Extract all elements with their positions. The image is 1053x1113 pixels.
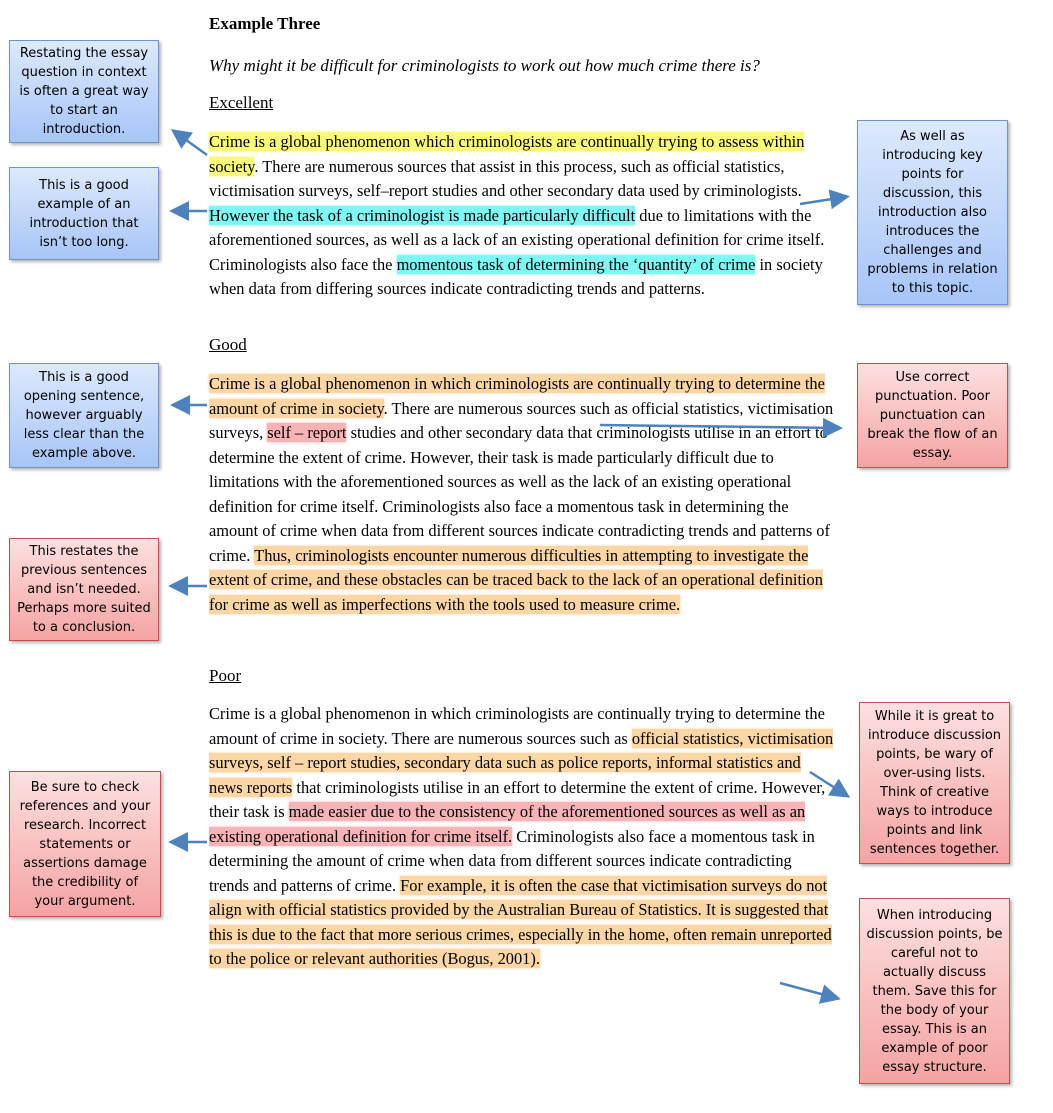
arrow-icon [810,772,846,795]
text-segment: Criminologists also face a momentous task in determining the amount of crime when data from different sources indicate contradicting trends and patterns of crime. [209,826,815,895]
text-segment: studies and other secondary data that criminologists utilise in an effort to determine the extent of crime. However, their task is made particularly difficult due to limitations with the aforementioned sources as well as the lack of an existing operational definition for crime itself. Criminologists also face a momentous task in determining the amount of crime when data from different sources indicate contradicting trends and patterns of crime. [209,423,830,565]
arrow-icon [800,197,845,204]
highlighted-text-red: made easier due to the consistency of the aforementioned sources as well as an existing operational definition for crime itself. [209,802,806,846]
note-lists: While it is great to introduce discussion points, be wary of over-using lists. Think of creative ways to introduce points and link sentences together. [859,702,1010,864]
highlighted-text-cyan: However the task of a criminologist is made particularly difficult [209,205,636,225]
arrow-icon [600,425,838,428]
highlighted-text-orange: For example, it is often the case that victimisation surveys do not align with official statistics provided by the Australian Bureau of Statistics. It is suggested that this is due to the fact that more serious crimes, especially in the home, often remain unreported to the police or relevant authorities (Bogus, 2001). [209,875,832,968]
text-segment: in society when data from differing sources indicate contradicting trends and patterns. [209,254,823,298]
highlighted-text-red: self – report [267,423,347,442]
note-opening-sentence: This is a good opening sentence, however arguably less clear than the example above. [9,363,159,468]
arrow-icon [175,132,207,155]
page-title: Example Three [209,14,321,33]
text-segment: that criminologists utilise in an effort to determine the extent of crime. However, their task is [209,777,826,821]
text-segment: due to limitations with the aforementioned sources, as well as a lack of an existing operational definition for crime itself. Criminologists also face the [209,205,825,274]
note-restates: This restates the previous sentences and isn’t needed. Perhaps more suited to a conclusion. [9,538,159,641]
text-segment: . There are numerous sources that assist in this process, such as official statistics, victimisation surveys, self–report studies and other secondary data used by criminologists. [209,156,802,200]
text-segment: . There are numerous sources such as official statistics, victimisation surveys, [209,398,834,442]
essay-question: Why might it be difficult for criminologists to work out how much crime there is? [209,56,760,75]
label-good: Good [209,335,247,354]
note-dont-discuss: When introducing discussion points, be careful not to actually discuss them. Save this for the body of your essay. This is an example of poor essay structure. [859,898,1010,1084]
note-key-points: As well as introducing key points for discussion, this introduction also introduces the challenges and problems in relation to this topic. [857,120,1008,305]
note-check-references: Be sure to check references and your research. Incorrect statements or assertions damage the credibility of your argument. [9,771,161,917]
note-restating-question: Restating the essay question in context is often a great way to start an introduction. [9,40,159,143]
text-segment: Crime is a global phenomenon in which criminologists are continually trying to determine the amount of crime in society. There are numerous sources such as [209,704,825,748]
highlighted-text-orange: official statistics, victimisation surveys, self – report studies, secondary data such as police reports, informal statistics and news reports [209,728,834,797]
highlighted-text-cyan: momentous task of determining the ‘quantity’ of crime [396,254,756,274]
arrow-icon [780,983,836,998]
highlighted-text-orange: Crime is a global phenomenon in which criminologists are continually trying to determine the amount of crime in society [209,374,825,418]
highlighted-text-yellow: Crime is a global phenomenon which criminologists are continually trying to assess within society [209,132,805,176]
label-poor: Poor [209,666,242,685]
note-good-intro-length: This is a good example of an introduction that isn’t too long. [9,167,159,260]
highlighted-text-orange: Thus, criminologists encounter numerous difficulties in attempting to investigate the extent of crime, and these obstacles can be traced back to the lack of an operational definition for crime as well as imperfections with the tools used to measure crime. [209,545,823,614]
label-excellent: Excellent [209,93,274,112]
note-punctuation: Use correct punctuation. Poor punctuation can break the flow of an essay. [857,363,1008,468]
